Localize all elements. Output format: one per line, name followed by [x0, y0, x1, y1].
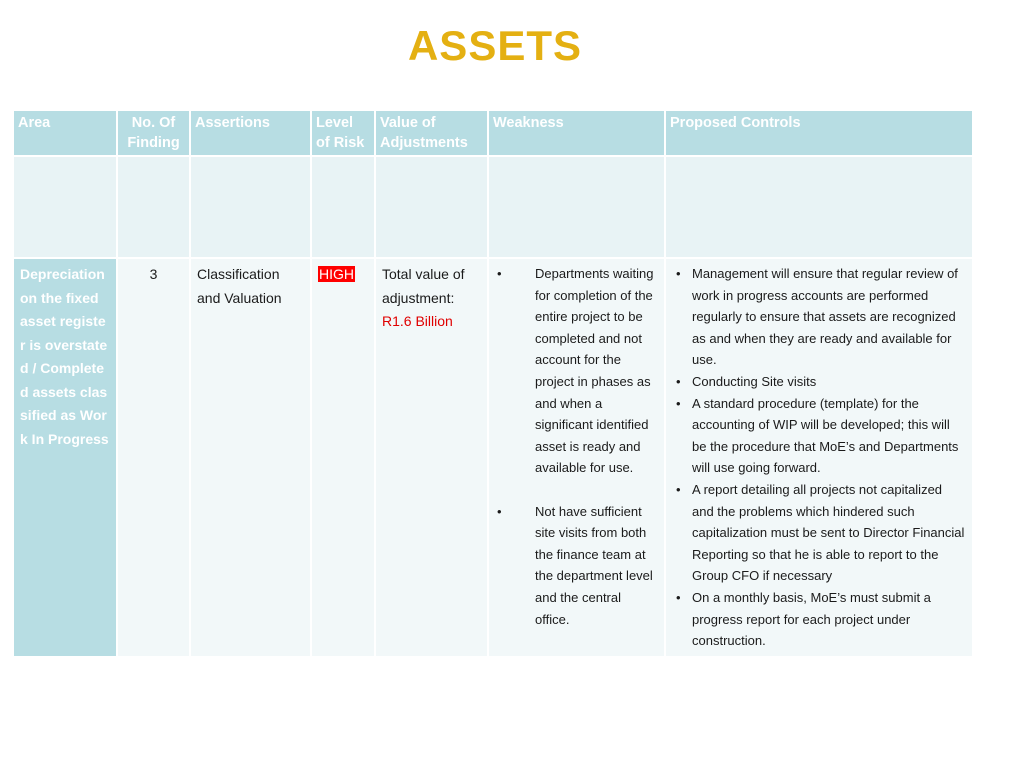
bullet-icon: • — [676, 373, 681, 389]
header-weakness: Weakness — [489, 111, 664, 155]
finding-count-cell: 3 — [118, 259, 189, 656]
table-row — [14, 259, 972, 656]
weakness-text: Not have sufficient site visits from both the finance team at the department level and the central office. — [535, 503, 653, 627]
assets-table — [12, 109, 974, 658]
bullet-icon: • — [676, 589, 681, 605]
risk-level-cell — [312, 259, 374, 656]
header-level-of-risk: Level of Risk — [312, 111, 374, 155]
control-text: Management will ensure that regular review of work in progress accounts are performed regularly to ensure that assets are recognized as and when they are ready and available for use. — [692, 266, 958, 368]
empty-row — [14, 157, 972, 257]
header-assertions: Assertions — [191, 111, 310, 155]
control-item — [672, 371, 966, 393]
weakness-text: Departments waiting for completion of the entire project to be completed and not account for the project in phases as and when a significant identified asset is ready and available for use. — [535, 266, 654, 476]
empty-cell — [14, 157, 116, 257]
empty-cell — [376, 157, 487, 257]
control-text: A report detailing all projects not capitalized and the problems which hindered such capitalization must be sent to Director Financial Reporting so that he is able to report to the Group CFO if necessary — [692, 481, 965, 584]
bullet-icon: • — [676, 481, 681, 497]
control-text: A standard procedure (template) for the accounting of WIP will be developed; this will be the procedure that MoE’s and Departments will use going forward. — [692, 395, 959, 476]
adjustment-value-cell — [376, 259, 487, 656]
control-text: Conducting Site visits — [692, 373, 817, 389]
header-area: Area — [14, 111, 116, 155]
proposed-controls-cell — [666, 259, 972, 656]
control-item — [672, 263, 966, 371]
control-text: On a monthly basis, MoE’s must submit a progress report for each project under construction. — [692, 589, 931, 649]
bullet-icon: • — [676, 266, 681, 281]
header-no-of-finding: No. Of Finding — [118, 111, 189, 155]
empty-cell — [118, 157, 189, 257]
control-item — [672, 587, 966, 652]
assertions-cell: Classification and Valuation — [191, 259, 310, 656]
empty-cell — [489, 157, 664, 257]
controls-list — [672, 263, 966, 652]
adjustment-amount: R1.6 Billion — [382, 313, 453, 329]
empty-cell — [666, 157, 972, 257]
weakness-cell — [489, 259, 664, 656]
risk-level-badge: HIGH — [319, 266, 354, 282]
control-item — [672, 479, 966, 587]
page-title: ASSETS — [407, 22, 583, 69]
weakness-list — [495, 263, 658, 630]
table-header-row — [14, 111, 972, 155]
control-item — [672, 393, 966, 479]
bullet-icon: • — [497, 266, 502, 281]
weakness-item — [495, 501, 658, 631]
area-cell: Depreciation on the fixed asset register is overstated / Completed assets classified as Work In Progress — [14, 259, 116, 656]
weakness-item — [495, 263, 658, 479]
bullet-icon: • — [497, 503, 502, 519]
empty-cell — [191, 157, 310, 257]
header-proposed-controls: Proposed Controls — [666, 111, 972, 155]
header-value-of-adjustments: Value of Adjustments — [376, 111, 487, 155]
empty-cell — [312, 157, 374, 257]
bullet-icon: • — [676, 395, 681, 411]
adjustment-label: Total value of adjustment: — [382, 266, 465, 306]
